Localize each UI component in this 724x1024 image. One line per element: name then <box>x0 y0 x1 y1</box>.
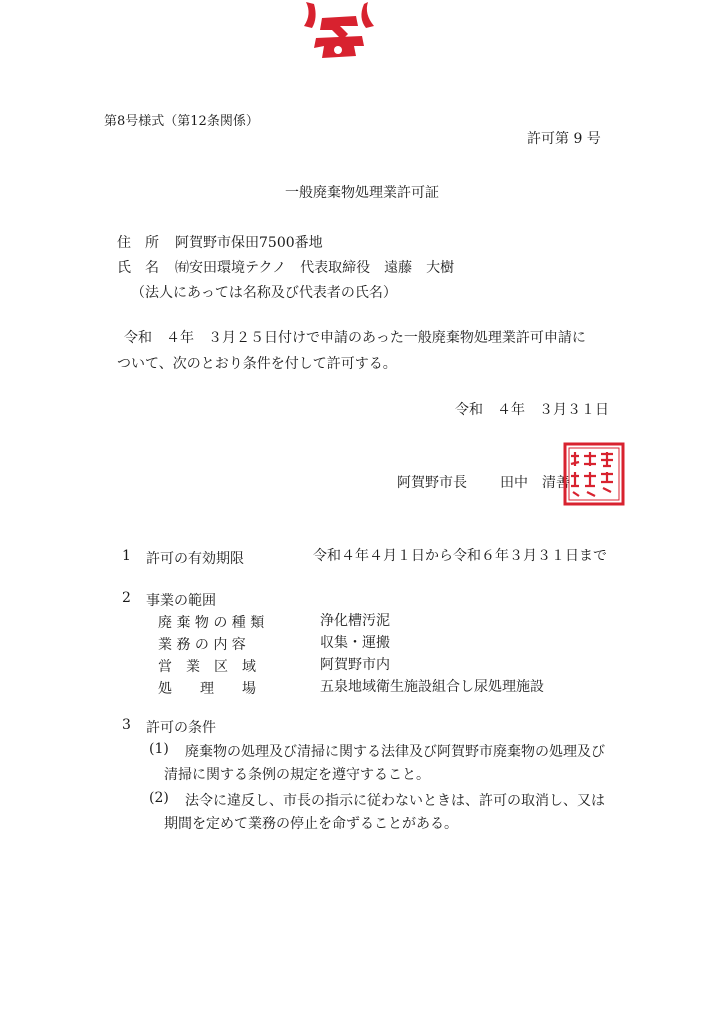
issuer-title: 阿賀野市長 <box>397 475 467 491</box>
official-seal <box>563 442 625 506</box>
item-1-number: 1 <box>122 548 131 564</box>
scope-row-label: 処 理 場 <box>158 681 256 697</box>
condition-number: (2) <box>149 790 169 806</box>
body-line-2: ついて、次のとおり条件を付して許可する。 <box>117 356 397 372</box>
scope-row-value: 阿賀野市内 <box>320 657 390 673</box>
scope-row-label: 業 務 の 内 容 <box>158 637 246 653</box>
condition-text-line-2: 期間を定めて業務の停止を命ずることがある。 <box>164 816 458 832</box>
page-title: 一般廃棄物処理業許可証 <box>285 185 439 201</box>
address-value: 阿賀野市保田7500番地 <box>175 235 323 251</box>
issue-date: 令和 ４年 ３月３１日 <box>455 402 609 418</box>
condition-number: (1) <box>149 741 169 757</box>
item-3-number: 3 <box>122 717 131 733</box>
condition-text-line-2: 清掃に関する条例の規定を遵守すること。 <box>164 767 430 783</box>
address-label: 住 所 <box>117 235 159 251</box>
item-2-number: 2 <box>122 590 131 606</box>
condition-text-line-1: 法令に違反し、市長の指示に従わないときは、許可の取消し、又は <box>185 793 605 809</box>
receipt-stamp <box>298 0 380 60</box>
item-3-label: 許可の条件 <box>146 720 216 736</box>
item-1-value: 令和４年４月１日から令和６年３月３１日まで <box>313 548 607 564</box>
scope-row-value: 浄化槽汚泥 <box>320 613 390 629</box>
name-label: 氏 名 <box>117 260 159 276</box>
item-2-label: 事業の範囲 <box>146 593 216 609</box>
body-line-1: 令和 ４年 ３月２５日付けで申請のあった一般廃棄物処理業許可申請に <box>124 330 586 346</box>
scope-row-label: 営 業 区 域 <box>158 659 256 675</box>
scope-row-label: 廃 棄 物 の 種 類 <box>158 615 265 631</box>
name-value: ㈲安田環境テクノ 代表取締役 遠藤 大樹 <box>175 260 455 276</box>
scope-row-value: 収集・運搬 <box>320 635 390 651</box>
permit-number: 許可第 9 号 <box>527 131 601 147</box>
issuer-name: 田中 清善 <box>500 475 570 491</box>
item-1-label: 許可の有効期限 <box>146 551 244 567</box>
condition-text-line-1: 廃棄物の処理及び清掃に関する法律及び阿賀野市廃棄物の処理及び <box>185 744 605 760</box>
form-reference: 第8号様式（第12条関係） <box>104 114 259 129</box>
scope-row-value: 五泉地域衛生施設組合し尿処理施設 <box>320 679 544 695</box>
name-note: （法人にあっては名称及び代表者の氏名） <box>131 285 397 301</box>
